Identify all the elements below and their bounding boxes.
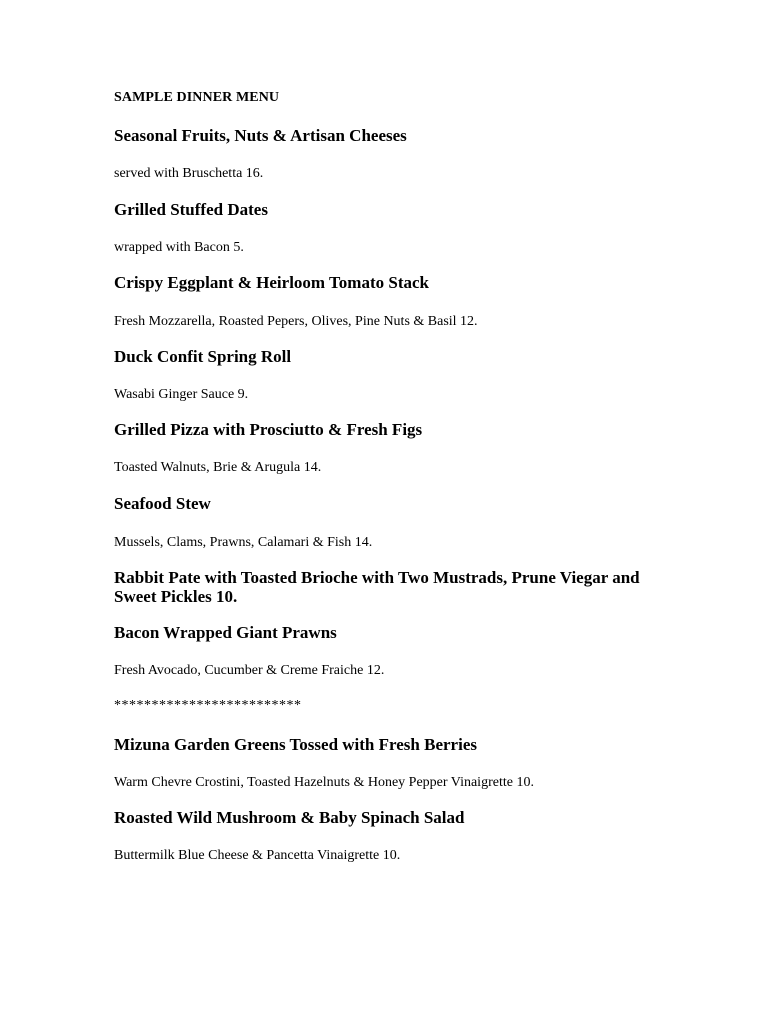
dish-description: Mussels, Clams, Prawns, Calamari & Fish 14.	[114, 535, 373, 550]
dish-name: Bacon Wrapped Giant Prawns	[114, 623, 337, 642]
dish-description: served with Bruschetta 16.	[114, 166, 264, 181]
dish-name: Seasonal Fruits, Nuts & Artisan Cheeses	[114, 126, 407, 145]
dish-name: Duck Confit Spring Roll	[114, 347, 292, 366]
dish-name: Roasted Wild Mushroom & Baby Spinach Salad	[114, 808, 465, 827]
section-divider: *************************	[114, 698, 302, 713]
dish-description: Fresh Mozzarella, Roasted Pepers, Olives, Pine Nuts & Basil 12.	[114, 314, 478, 329]
dish-description: Warm Chevre Crostini, Toasted Hazelnuts & Honey Pepper Vinaigrette 10.	[114, 775, 534, 790]
dish-description: Fresh Avocado, Cucumber & Creme Fraiche 12.	[114, 663, 385, 678]
dish-name: Crispy Eggplant & Heirloom Tomato Stack	[114, 273, 429, 292]
dish-name: Grilled Pizza with Prosciutto & Fresh Figs	[114, 420, 423, 439]
dish-description: Wasabi Ginger Sauce 9.	[114, 387, 249, 402]
dish-name: Mizuna Garden Greens Tossed with Fresh Berries	[114, 735, 477, 754]
dish-name: Rabbit Pate with Toasted Brioche with Two Mustrads, Prune Viegar and Sweet Pickles 10.	[114, 568, 640, 606]
dish-description: wrapped with Bacon 5.	[114, 240, 244, 255]
dish-name: Seafood Stew	[114, 494, 211, 513]
dish-description: Buttermilk Blue Cheese & Pancetta Vinaigrette 10.	[114, 848, 401, 863]
menu-title: SAMPLE DINNER MENU	[114, 90, 280, 105]
dish-name: Grilled Stuffed Dates	[114, 200, 268, 219]
dish-description: Toasted Walnuts, Brie & Arugula 14.	[114, 460, 322, 475]
